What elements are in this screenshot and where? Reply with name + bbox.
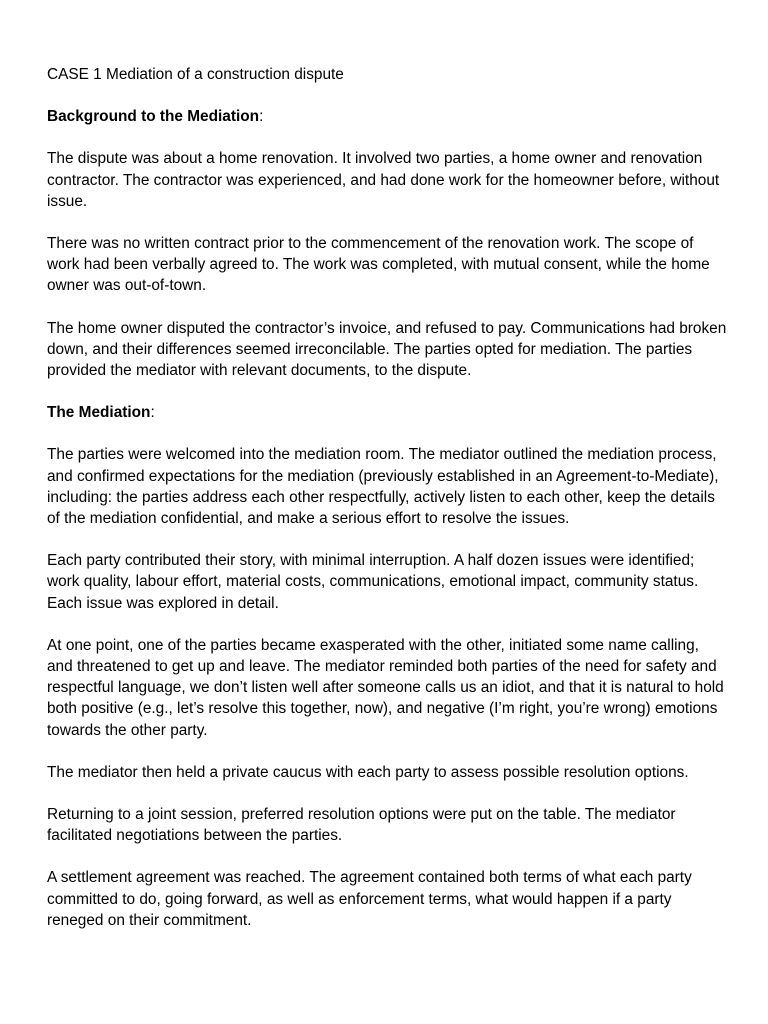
paragraph: A settlement agreement was reached. The agreement contained both terms of what each party committed to do, going forward, as well as enforcement terms, what would happen if a party reneged on their commitment. [47,869,692,929]
section-heading-text: The Mediation [47,404,151,422]
heading-colon: : [150,404,155,422]
section-heading-mediation [47,402,727,423]
paragraph: The parties were welcomed into the mediation room. The mediator outlined the mediation process, and confirmed expectations for the mediation (previously established in an Agreement-to-Mediate), including: the parties address each other respectfully, actively listen to each other, keep the details of the mediation confidential, and make a serious effort to resolve the issues. [47,446,719,528]
paragraph: The mediator then held a private caucus with each party to assess possible resolution options. [47,763,689,781]
paragraph: Each party contributed their story, with minimal interruption. A half dozen issues were identified; work quality, labour effort, material costs, communications, emotional impact, community status. Each issue was explored in detail. [47,552,699,612]
section-heading-text: Background to the Mediation [47,108,260,126]
paragraph: Returning to a joint session, preferred resolution options were put on the table. The mediator facilitated negotiations between the parties. [47,806,676,845]
paragraph: The dispute was about a home renovation. It involved two parties, a home owner and renovation contractor. The contractor was experienced, and had done work for the homeowner before, without issue. [47,150,720,210]
paragraph: The home owner disputed the contractor’s invoice, and refused to pay. Communications had broken down, and their differences seemed irreconcilable. The parties opted for mediation. The parties provided the mediator with relevant documents, to the dispute. [47,319,727,380]
paragraph: At one point, one of the parties became exasperated with the other, initiated some name calling, and threatened to get up and leave. The mediator reminded both parties of the need for safety and respectful language, we don’t listen well after someone calls us an idiot, and that it is natural to hold both positive (e.g., let’s resolve this together, now), and negative (I’m right, you’re wrong) emotions towards the other party. [47,636,724,739]
heading-colon: : [259,108,264,126]
document-page [47,64,727,952]
document-title: CASE 1 Mediation of a construction dispute [47,66,344,83]
paragraph: There was no written contract prior to the commencement of the renovation work. The scope of work had been verbally agreed to. The work was completed, with mutual consent, while the home owner was out-of-town. [47,235,710,295]
section-heading-background [47,106,727,127]
